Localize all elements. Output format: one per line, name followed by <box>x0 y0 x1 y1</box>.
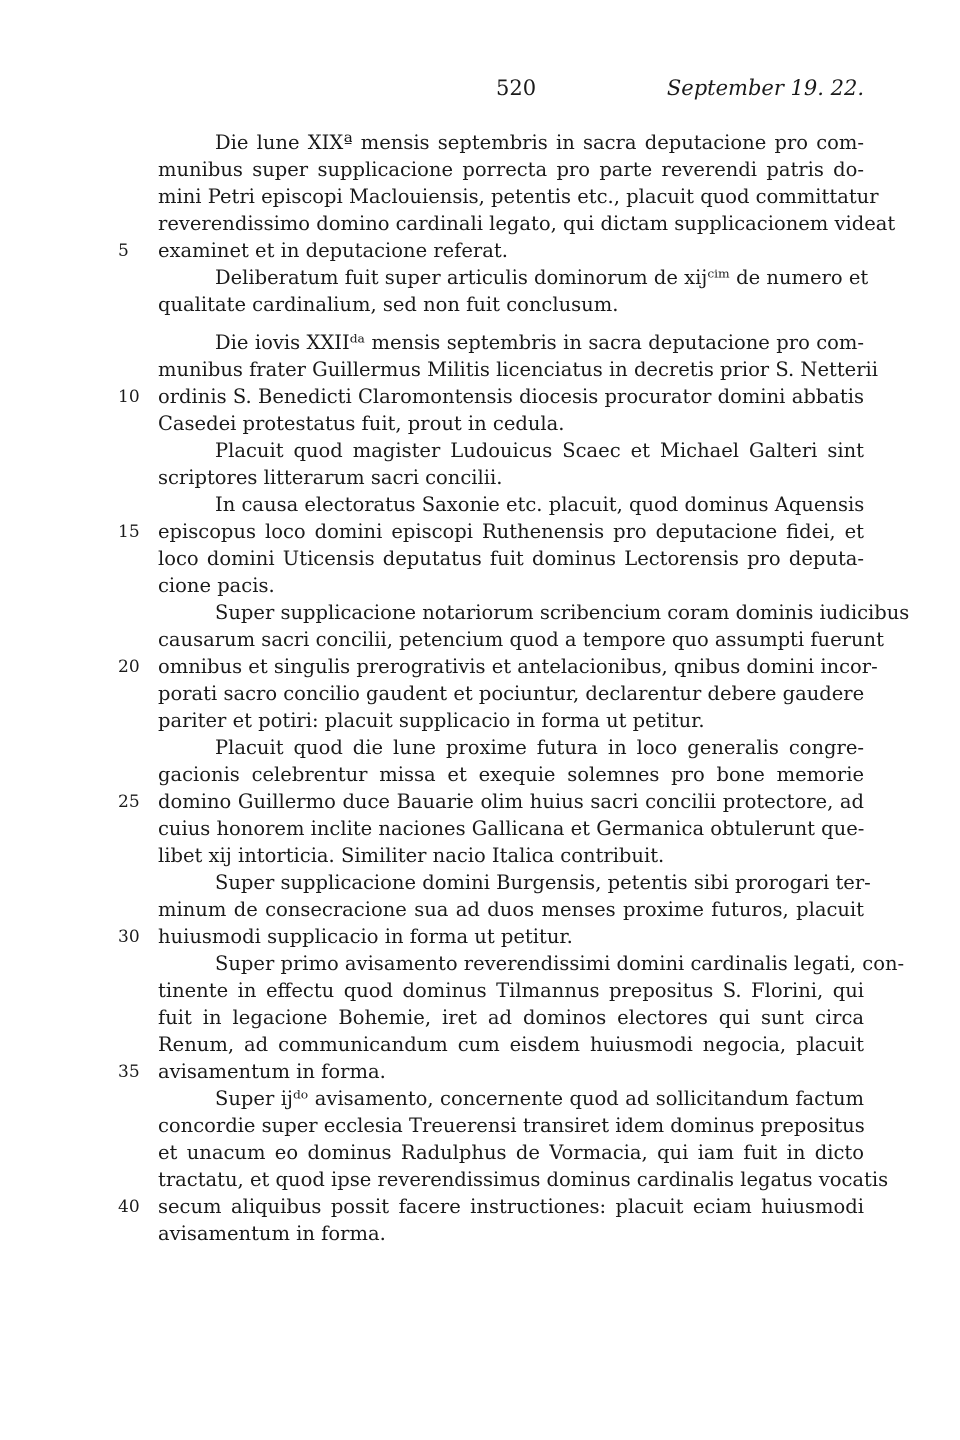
text-line: avisamentum in forma. <box>158 1060 386 1083</box>
text-line: munibus frater Guillermus Militis licenciatus in decretis prior S. Netterii <box>158 358 878 381</box>
page-number: 520 <box>496 76 537 100</box>
text-line: gacionis celebrentur missa et exequie solemnes pro bone memorie <box>158 763 864 786</box>
line-number: 35 <box>118 1062 140 1082</box>
page-header <box>0 76 960 106</box>
text-line: Casedei protestatus fuit, prout in cedula. <box>158 412 565 435</box>
text-line: Die lune XIXª mensis septembris in sacra deputacione pro com- <box>215 131 864 154</box>
text-line: omnibus et singulis prerogrativis et antelacionibus, qnibus domini incor- <box>158 655 878 678</box>
text-line: episcopus loco domini episcopi Ruthenensis pro deputacione fidei, et <box>158 520 864 543</box>
text-line: qualitate cardinalium, sed non fuit conclusum. <box>158 293 619 316</box>
line-number: 30 <box>118 927 140 947</box>
text-line: examinet et in deputacione referat. <box>158 239 508 262</box>
text-line: Placuit quod magister Ludouicus Scaec et Michael Galteri sint <box>215 439 864 462</box>
text-line: porati sacro concilio gaudent et pociuntur, declarentur debere gaudere <box>158 682 865 705</box>
text-line: concordie super ecclesia Treuerensi transiret idem dominus prepositus <box>158 1114 865 1137</box>
text-line: In causa electoratus Saxonie etc. placuit, quod dominus Aquensis <box>215 493 865 516</box>
text-line: pariter et potiri: placuit supplicacio in forma ut petitur. <box>158 709 705 732</box>
line-number: 5 <box>118 241 129 261</box>
text-line: Deliberatum fuit super articulis dominorum de xijᶜⁱᵐ de numero et <box>215 266 869 289</box>
text-line: Super primo avisamento reverendissimi domini cardinalis legati, con- <box>215 952 905 975</box>
line-number: 15 <box>118 522 140 542</box>
text-line: minum de consecracione sua ad duos menses proxime futuros, placuit <box>158 898 864 921</box>
text-line: tinente in effectu quod dominus Tilmannus prepositus S. Florini, qui <box>158 979 864 1002</box>
text-line: causarum sacri concilii, petencium quod a tempore quo assumpti fuerunt <box>158 628 884 651</box>
text-line: Super ijᵈᵒ avisamento, concernente quod ad sollicitandum factum <box>215 1087 864 1110</box>
text-line: cuius honorem inclite naciones Gallicana et Germanica obtulerunt que- <box>158 817 865 840</box>
text-line: reverendissimo domino cardinali legato, qui dictam supplicacionem videat <box>158 212 896 235</box>
line-number: 20 <box>118 657 140 677</box>
text-line: ordinis S. Benedicti Claromontensis diocesis procurator domini abbatis <box>158 385 864 408</box>
text-line: Super supplicacione notariorum scribencium coram dominis iudicibus <box>215 601 910 624</box>
text-line: Renum, ad communicandum cum eisdem huiusmodi negocia, placuit <box>158 1033 864 1056</box>
text-line: secum aliquibus possit facere instructiones: placuit eciam huiusmodi <box>158 1195 864 1218</box>
text-line: Die iovis XXIIᵈᵃ mensis septembris in sacra deputacione pro com- <box>215 331 864 354</box>
text-line: munibus super supplicacione porrecta pro parte reverendi patris do- <box>158 158 864 181</box>
text-line: mini Petri episcopi Maclouiensis, petentis etc., placuit quod committatur <box>158 185 879 208</box>
running-title: September 19. 22. <box>666 76 864 100</box>
text-line: domino Guillermo duce Bauarie olim huius sacri concilii protectore, ad <box>158 790 864 813</box>
text-line: Super supplicacione domini Burgensis, petentis sibi prorogari ter- <box>215 871 871 894</box>
text-line: tractatu, et quod ipse reverendissimus dominus cardinalis legatus vocatis <box>158 1168 889 1191</box>
text-line: huiusmodi supplicacio in forma ut petitur. <box>158 925 573 948</box>
text-line: cione pacis. <box>158 574 275 597</box>
line-number: 10 <box>118 387 140 407</box>
text-line: Placuit quod die lune proxime futura in loco generalis congre- <box>215 736 864 759</box>
line-number: 25 <box>118 792 140 812</box>
text-line: et unacum eo dominus Radulphus de Vormacia, qui iam fuit in dicto <box>158 1141 864 1164</box>
text-line: avisamentum in forma. <box>158 1222 386 1245</box>
text-line: libet xij intorticia. Similiter nacio Italica contribuit. <box>158 844 665 867</box>
text-line: scriptores litterarum sacri concilii. <box>158 466 503 489</box>
text-line: fuit in legacione Bohemie, iret ad dominos electores qui sunt circa <box>158 1006 864 1029</box>
line-number: 40 <box>118 1197 140 1217</box>
text-line: loco domini Uticensis deputatus fuit dominus Lectorensis pro deputa- <box>158 547 864 570</box>
